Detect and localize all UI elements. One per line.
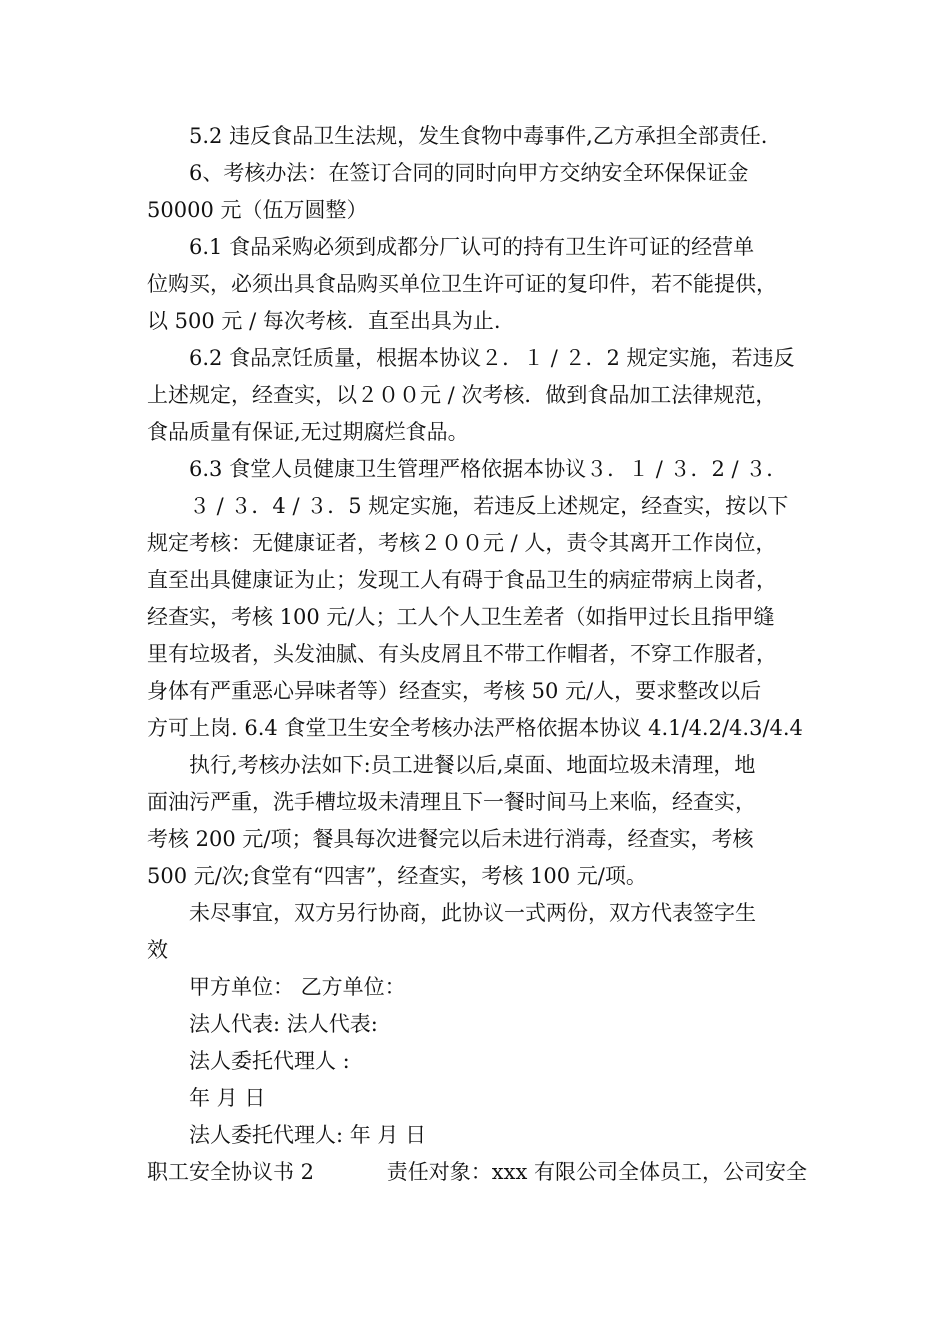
next-section-responsibility: 责任对象：xxx 有限公司全体员工，公司安全 xyxy=(386,1160,807,1184)
clause-6-3-line-3: 规定考核：无健康证者，考核２００元 / 人，责令其离开工作岗位， xyxy=(147,531,777,555)
clause-6-heading: 6、考核办法：在签订合同的同时向甲方交纳安全环保保证金 xyxy=(189,161,749,185)
clause-6-3-line-5: 经查实，考核 100 元/人；工人个人卫生差者（如指甲过长且指甲缝 xyxy=(147,605,775,629)
clause-6-3-line-6: 里有垃圾者，头发油腻、有头皮屑且不带工作帽者，不穿工作服者， xyxy=(147,642,777,666)
clause-6-1-line-3: 以 500 元 / 每次考核．直至出具为止. xyxy=(147,309,501,333)
clause-6-3-line-4: 直至出具健康证为止；发现工人有碍于食品卫生的病症带病上岗者， xyxy=(147,568,777,592)
clause-5-2: 5.2 违反食品卫生法规，发生食物中毒事件,乙方承担全部责任. xyxy=(189,124,768,148)
document-body xyxy=(147,118,807,1191)
signature-agent-date: 法人委托代理人: 年 月 日 xyxy=(189,1123,427,1147)
signature-party-units: 甲方单位： 乙方单位： xyxy=(189,975,406,999)
clause-6-amount: 50000 元（伍万圆整） xyxy=(147,198,368,222)
clause-6-4-line-2: 执行,考核办法如下:员工进餐以后,桌面、地面垃圾未清理，地 xyxy=(189,753,756,777)
clause-6-4-line-4: 考核 200 元/项；餐具每次进餐完以后未进行消毒，经查实，考核 xyxy=(147,827,754,851)
next-section-line xyxy=(147,1154,807,1191)
closing-line-1: 未尽事宜，双方另行协商，此协议一式两份，双方代表签字生 xyxy=(189,901,756,925)
closing-line-2: 效 xyxy=(147,938,168,962)
clause-6-4-line-1: 方可上岗. 6.4 食堂卫生安全考核办法严格依据本协议 4.1/4.2/4.3/4.4 xyxy=(147,716,803,740)
clause-6-4-line-5: 500 元/次;食堂有“四害”，经查实，考核 100 元/项。 xyxy=(147,864,647,888)
clause-6-1-line-1: 6.1 食品采购必须到成都分厂认可的持有卫生许可证的经营单 xyxy=(189,235,755,259)
clause-6-3-line-7: 身体有严重恶心异味者等）经查实，考核 50 元/人，要求整改以后 xyxy=(147,679,762,703)
clause-6-3-line-2: ３ / ３．4 / ３．5 规定实施，若违反上述规定，经查实，按以下 xyxy=(189,494,789,518)
clause-6-2-line-2: 上述规定，经查实，以２００元 / 次考核．做到食品加工法律规范， xyxy=(147,383,777,407)
next-section-title: 职工安全协议书 2 xyxy=(147,1160,315,1184)
signature-date: 年 月 日 xyxy=(189,1086,266,1110)
clause-6-4-line-3: 面油污严重，洗手槽垃圾未清理且下一餐时间马上来临，经查实， xyxy=(147,790,756,814)
clause-6-3-line-1: 6.3 食堂人员健康卫生管理严格依据本协议３．１ / ３．2 / ３． xyxy=(189,457,788,481)
signature-agent: 法人委托代理人 : xyxy=(189,1049,350,1073)
signature-legal-reps: 法人代表: 法人代表: xyxy=(189,1012,378,1036)
clause-6-2-line-1: 6.2 食品烹饪质量，根据本协议２．１ / ２．2 规定实施，若违反 xyxy=(189,346,795,370)
clause-6-2-line-3: 食品质量有保证,无过期腐烂食品。 xyxy=(147,420,469,444)
clause-6-1-line-2: 位购买，必须出具食品购买单位卫生许可证的复印件，若不能提供， xyxy=(147,272,777,296)
